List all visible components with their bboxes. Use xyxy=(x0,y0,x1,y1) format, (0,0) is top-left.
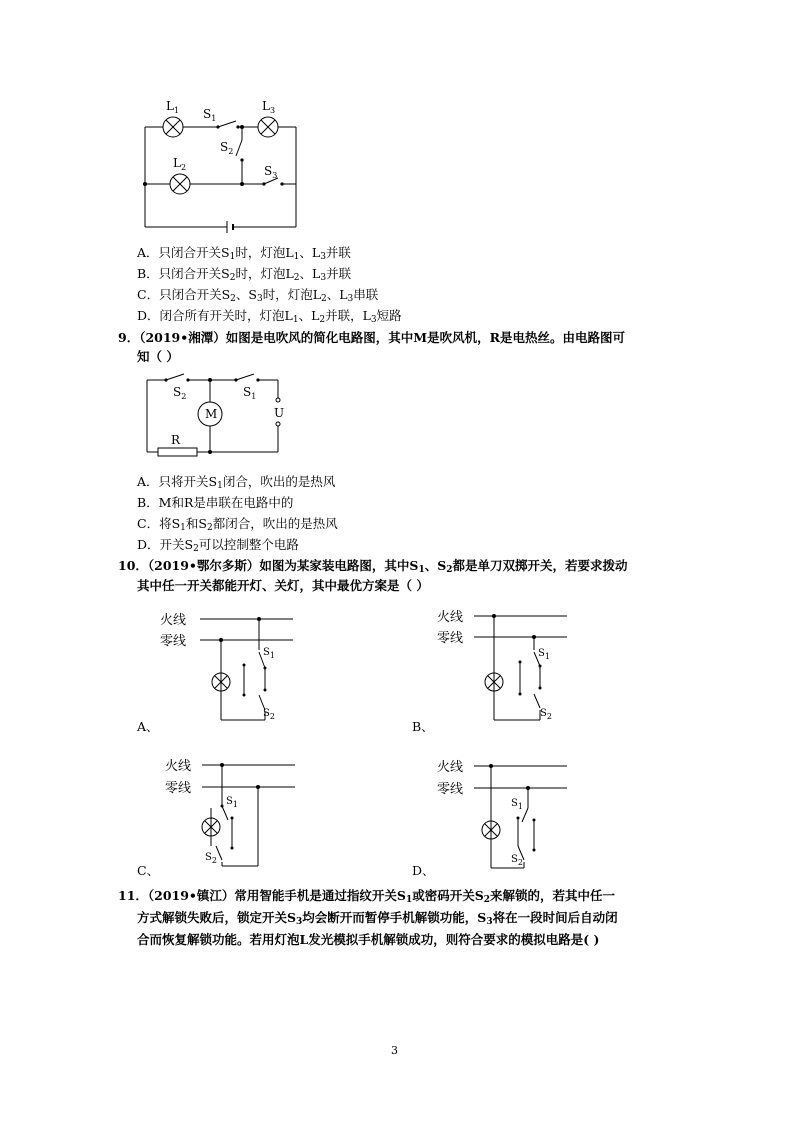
q10-diagram-d xyxy=(437,759,567,868)
q9-option-b: B．M和R是串联在电路中的 xyxy=(137,495,294,510)
q8-label-S2: $S_2$ xyxy=(220,140,234,156)
svg-text:S2: $S_2$ xyxy=(511,854,523,867)
q10-stem-line2: 其中任一开关都能开灯、关灯，其中最优方案是（ ） xyxy=(137,578,429,593)
q9-option-d: D．开关$S_2$可以控制整个电路 xyxy=(137,537,299,554)
svg-text:火线: 火线 xyxy=(437,610,464,625)
q10-diagram-a xyxy=(160,612,293,721)
svg-text:零线: 零线 xyxy=(437,631,464,646)
q9-stem-line1: 9．（2019•湘潭）如图是电吹风的简化电路图，其中M是吹风机，R是电热丝。由电路图可 xyxy=(118,330,625,345)
svg-text:S1: $S_1$ xyxy=(263,647,275,660)
q8-label-L1: $L_1$ xyxy=(166,99,180,115)
q9-label-M: M xyxy=(205,407,218,421)
q8-label-S3: $S_3$ xyxy=(264,164,278,180)
svg-text:S2: $S_2$ xyxy=(263,708,275,721)
q9-option-a: A．只将开关$S_1$闭合，吹出的是热风 xyxy=(137,474,336,491)
q10-diagram-b xyxy=(437,609,567,721)
q9-label-U: U xyxy=(274,406,285,420)
svg-text:S1: $S_1$ xyxy=(538,648,550,661)
svg-text:零线: 零线 xyxy=(165,781,192,796)
q11-line3: 合而恢复解锁功能。若用灯泡L发光模拟手机解锁成功，则符合要求的模拟电路是( ) xyxy=(137,932,600,947)
q8-label-S1: $S_1$ xyxy=(203,107,217,123)
q10-label-c: C、 xyxy=(137,863,160,878)
q10-label-b: B、 xyxy=(412,719,434,734)
q8-option-b: B．只闭合开关$S_2$时，灯泡$L_2$、$L_3$并联 xyxy=(137,266,352,283)
q8-option-d: D．闭合所有开关时，灯泡$L_1$、$L_2$并联，$L_3$短路 xyxy=(137,308,402,325)
page-number: 3 xyxy=(391,1044,398,1057)
q8-option-c: C．只闭合开关$S_2$、$S_3$时，灯泡$L_2$、$L_3$串联 xyxy=(137,287,379,304)
q9-option-c: C．将$S_1$和$S_2$都闭合，吹出的是热风 xyxy=(137,516,338,533)
q9-stem-line2: 知（ ） xyxy=(137,349,179,364)
q10-label-d: D、 xyxy=(412,863,435,878)
q8-label-L3: $L_3$ xyxy=(262,99,276,115)
q10-diagram-c xyxy=(165,758,295,866)
svg-text:零线: 零线 xyxy=(437,782,464,797)
q8-label-L2: $L_2$ xyxy=(173,156,187,172)
svg-text:零线: 零线 xyxy=(160,634,187,649)
svg-text:S2: $S_2$ xyxy=(205,852,217,865)
q11-line2: 方式解锁失败后，锁定开关$S_3$均会断开而暂停手机解锁功能，$S_3$将在一段时间后自动闭 xyxy=(137,910,618,927)
q11-line1: 11．（2019•镇江）常用智能手机是通过指纹开关$S_1$或密码开关$S_2$来解锁的，若其中任一 xyxy=(118,888,616,905)
svg-text:S1: $S_1$ xyxy=(226,796,238,809)
svg-text:火线: 火线 xyxy=(437,760,464,775)
svg-text:S2: $S_2$ xyxy=(540,708,552,721)
q8-option-a: A．只闭合开关$S_1$时，灯泡$L_1$、$L_3$并联 xyxy=(137,245,351,262)
svg-text:S1: $S_1$ xyxy=(511,798,523,811)
svg-text:火线: 火线 xyxy=(165,759,192,774)
q9-label-S1: $S_1$ xyxy=(243,385,257,401)
q9-label-S2: $S_2$ xyxy=(173,385,187,401)
svg-text:火线: 火线 xyxy=(160,613,187,628)
q10-stem-line1: 10．（2019•鄂尔多斯）如图为某家装电路图，其中$S_1$、$S_2$都是单刀双掷开关，若要求拨动 xyxy=(118,558,628,575)
q10-label-a: A、 xyxy=(137,719,159,734)
q9-label-R: R xyxy=(171,433,181,447)
